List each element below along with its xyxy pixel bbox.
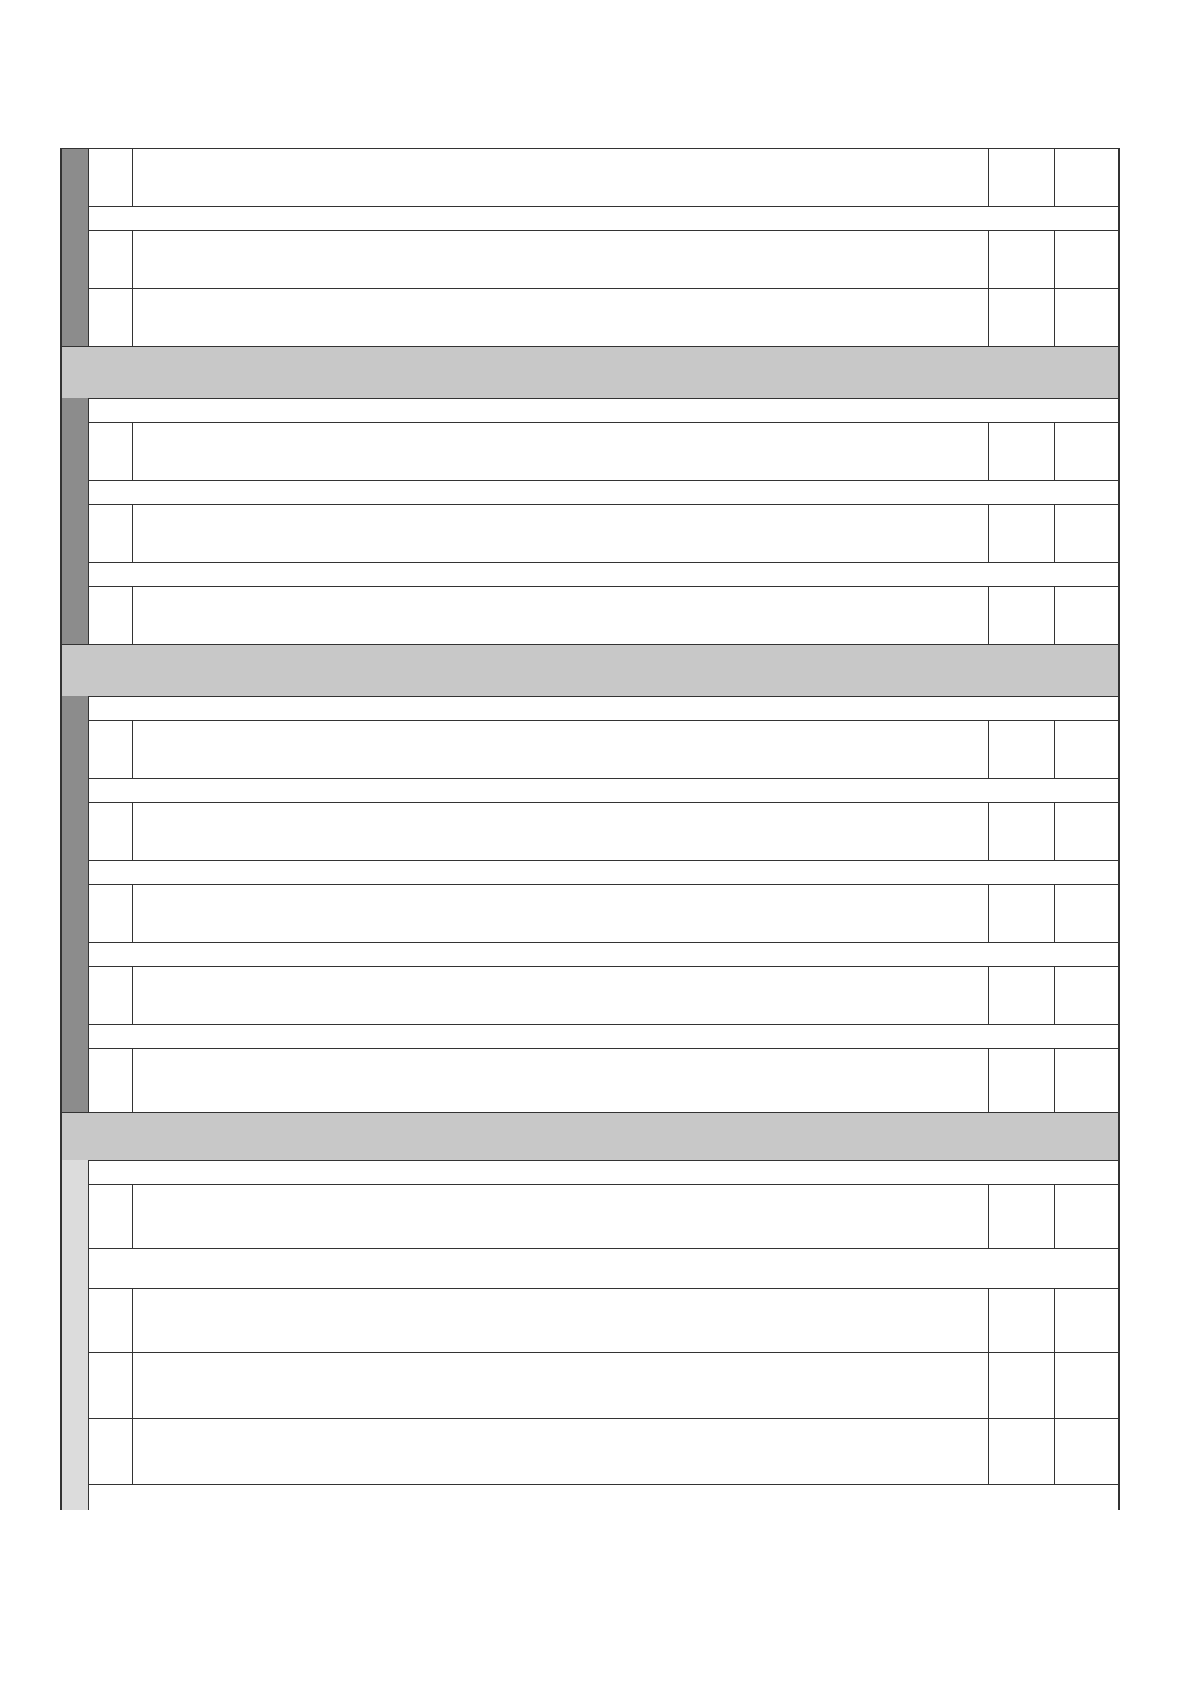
item-top-rule bbox=[88, 586, 1120, 587]
checkbox-column-rule bbox=[988, 1184, 989, 1248]
checkbox-column-rule bbox=[988, 422, 989, 480]
answer-checkbox-yes[interactable] bbox=[988, 586, 1054, 644]
checkbox-column-rule bbox=[1054, 720, 1055, 778]
number-column-rule bbox=[132, 148, 133, 206]
subsection-top-rule bbox=[88, 942, 1120, 943]
checkbox-column-rule bbox=[988, 1048, 989, 1112]
number-column-rule bbox=[132, 288, 133, 346]
item-top-rule bbox=[88, 504, 1120, 505]
item-top-rule bbox=[88, 422, 1120, 423]
subsection-top-rule bbox=[88, 206, 1120, 207]
strip-column-rule bbox=[88, 480, 89, 504]
checkbox-column-rule bbox=[1054, 802, 1055, 860]
item-top-rule bbox=[88, 1184, 1120, 1185]
category-strip bbox=[60, 148, 88, 206]
category-strip bbox=[60, 1248, 88, 1288]
number-column-rule bbox=[132, 586, 133, 644]
checkbox-column-rule bbox=[988, 966, 989, 1024]
checkbox-column-rule bbox=[1054, 966, 1055, 1024]
strip-column-rule bbox=[88, 586, 89, 644]
checkbox-column-rule bbox=[988, 1418, 989, 1484]
checkbox-column-rule bbox=[1054, 884, 1055, 942]
answer-checkbox-no[interactable] bbox=[1054, 1048, 1120, 1112]
category-strip bbox=[60, 1048, 88, 1112]
item-top-rule bbox=[88, 966, 1120, 967]
strip-column-rule bbox=[88, 1048, 89, 1112]
answer-checkbox-no[interactable] bbox=[1054, 1418, 1120, 1484]
strip-column-rule bbox=[88, 696, 89, 720]
checkbox-column-rule bbox=[1054, 1418, 1055, 1484]
item-top-rule bbox=[88, 230, 1120, 231]
subsection-top-rule bbox=[88, 480, 1120, 481]
subsection-top-rule bbox=[88, 1160, 1120, 1161]
section-band bbox=[60, 644, 1120, 696]
number-column-rule bbox=[132, 422, 133, 480]
strip-column-rule bbox=[88, 802, 89, 860]
category-strip bbox=[60, 1352, 88, 1418]
number-column-rule bbox=[132, 504, 133, 562]
category-strip bbox=[60, 1024, 88, 1048]
category-strip bbox=[60, 860, 88, 884]
strip-column-rule bbox=[88, 1160, 89, 1184]
checkbox-column-rule bbox=[1054, 1184, 1055, 1248]
strip-column-rule bbox=[88, 1184, 89, 1248]
answer-checkbox-yes[interactable] bbox=[988, 1352, 1054, 1418]
item-top-rule bbox=[88, 288, 1120, 289]
strip-column-rule bbox=[88, 398, 89, 422]
category-strip bbox=[60, 1288, 88, 1352]
checkbox-column-rule bbox=[1054, 1048, 1055, 1112]
section-top-rule bbox=[60, 346, 1120, 347]
answer-checkbox-no[interactable] bbox=[1054, 802, 1120, 860]
category-strip bbox=[60, 966, 88, 1024]
number-column-rule bbox=[132, 1288, 133, 1352]
category-strip bbox=[60, 696, 88, 720]
answer-checkbox-no[interactable] bbox=[1054, 1352, 1120, 1418]
number-column-rule bbox=[132, 802, 133, 860]
strip-column-rule bbox=[88, 504, 89, 562]
checkbox-column-rule bbox=[988, 884, 989, 942]
checkbox-column-rule bbox=[1054, 230, 1055, 288]
category-strip bbox=[60, 504, 88, 562]
checkbox-column-rule bbox=[988, 586, 989, 644]
number-column-rule bbox=[132, 966, 133, 1024]
number-column-rule bbox=[132, 720, 133, 778]
strip-column-rule bbox=[88, 422, 89, 480]
answer-checkbox-yes[interactable] bbox=[988, 422, 1054, 480]
answer-checkbox-yes[interactable] bbox=[988, 1048, 1054, 1112]
category-strip bbox=[60, 1160, 88, 1184]
subsection-top-rule bbox=[88, 562, 1120, 563]
answer-checkbox-no[interactable] bbox=[1054, 720, 1120, 778]
subsection-top-rule bbox=[88, 696, 1120, 697]
strip-column-rule bbox=[88, 562, 89, 586]
answer-checkbox-no[interactable] bbox=[1054, 288, 1120, 346]
subsection-top-rule bbox=[88, 398, 1120, 399]
answer-checkbox-yes[interactable] bbox=[988, 148, 1054, 206]
number-column-rule bbox=[132, 1352, 133, 1418]
strip-column-rule bbox=[88, 1248, 89, 1288]
subsection-top-rule bbox=[88, 1248, 1120, 1249]
category-strip bbox=[60, 1484, 88, 1510]
checkbox-column-rule bbox=[988, 1288, 989, 1352]
table-top-rule bbox=[60, 148, 1120, 149]
section-top-rule bbox=[60, 644, 1120, 645]
answer-checkbox-yes[interactable] bbox=[988, 1184, 1054, 1248]
number-column-rule bbox=[132, 1418, 133, 1484]
strip-column-rule bbox=[88, 884, 89, 942]
checkbox-column-rule bbox=[1054, 1352, 1055, 1418]
strip-column-rule bbox=[88, 1418, 89, 1484]
table-left-border bbox=[60, 148, 62, 1510]
answer-checkbox-yes[interactable] bbox=[988, 802, 1054, 860]
checkbox-column-rule bbox=[1054, 148, 1055, 206]
table-right-border bbox=[1118, 148, 1120, 1510]
checkbox-column-rule bbox=[988, 148, 989, 206]
category-strip bbox=[60, 942, 88, 966]
strip-column-rule bbox=[88, 206, 89, 230]
number-column-rule bbox=[132, 884, 133, 942]
category-strip bbox=[60, 206, 88, 230]
item-top-rule bbox=[88, 1418, 1120, 1419]
section-top-rule bbox=[60, 1112, 1120, 1113]
number-column-rule bbox=[132, 1048, 133, 1112]
strip-column-rule bbox=[88, 230, 89, 288]
category-strip bbox=[60, 230, 88, 288]
answer-checkbox-no[interactable] bbox=[1054, 504, 1120, 562]
strip-column-rule bbox=[88, 288, 89, 346]
item-top-rule bbox=[88, 1288, 1120, 1289]
answer-checkbox-yes[interactable] bbox=[988, 720, 1054, 778]
strip-column-rule bbox=[88, 1288, 89, 1352]
answer-checkbox-yes[interactable] bbox=[988, 504, 1054, 562]
subsection-top-rule bbox=[88, 1484, 1120, 1485]
strip-column-rule bbox=[88, 1484, 89, 1510]
category-strip bbox=[60, 884, 88, 942]
answer-checkbox-yes[interactable] bbox=[988, 1288, 1054, 1352]
category-strip bbox=[60, 422, 88, 480]
item-top-rule bbox=[88, 720, 1120, 721]
subsection-top-rule bbox=[88, 1024, 1120, 1025]
item-top-rule bbox=[88, 884, 1120, 885]
strip-column-rule bbox=[88, 942, 89, 966]
answer-checkbox-no[interactable] bbox=[1054, 148, 1120, 206]
section-band bbox=[60, 346, 1120, 398]
category-strip bbox=[60, 562, 88, 586]
checkbox-column-rule bbox=[988, 504, 989, 562]
answer-checkbox-yes[interactable] bbox=[988, 230, 1054, 288]
strip-column-rule bbox=[88, 1024, 89, 1048]
item-top-rule bbox=[88, 802, 1120, 803]
subsection-top-rule bbox=[88, 778, 1120, 779]
category-strip bbox=[60, 398, 88, 422]
answer-checkbox-no[interactable] bbox=[1054, 966, 1120, 1024]
answer-checkbox-no[interactable] bbox=[1054, 586, 1120, 644]
strip-column-rule bbox=[88, 148, 89, 206]
category-strip bbox=[60, 586, 88, 644]
checkbox-column-rule bbox=[988, 1352, 989, 1418]
answer-checkbox-yes[interactable] bbox=[988, 884, 1054, 942]
strip-column-rule bbox=[88, 1352, 89, 1418]
checkbox-column-rule bbox=[988, 802, 989, 860]
answer-checkbox-no[interactable] bbox=[1054, 1288, 1120, 1352]
strip-column-rule bbox=[88, 720, 89, 778]
answer-checkbox-no[interactable] bbox=[1054, 422, 1120, 480]
checkbox-column-rule bbox=[1054, 586, 1055, 644]
category-strip bbox=[60, 1184, 88, 1248]
section-band bbox=[60, 1112, 1120, 1160]
subsection-top-rule bbox=[88, 860, 1120, 861]
checkbox-column-rule bbox=[1054, 422, 1055, 480]
category-strip bbox=[60, 802, 88, 860]
checkbox-column-rule bbox=[1054, 504, 1055, 562]
item-top-rule bbox=[88, 1352, 1120, 1353]
checkbox-column-rule bbox=[988, 230, 989, 288]
category-strip bbox=[60, 778, 88, 802]
category-strip bbox=[60, 288, 88, 346]
answer-checkbox-yes[interactable] bbox=[988, 966, 1054, 1024]
answer-checkbox-yes[interactable] bbox=[988, 1418, 1054, 1484]
checkbox-column-rule bbox=[1054, 1288, 1055, 1352]
strip-column-rule bbox=[88, 778, 89, 802]
number-column-rule bbox=[132, 230, 133, 288]
number-column-rule bbox=[132, 1184, 133, 1248]
category-strip bbox=[60, 720, 88, 778]
answer-checkbox-no[interactable] bbox=[1054, 230, 1120, 288]
category-strip bbox=[60, 480, 88, 504]
answer-checkbox-yes[interactable] bbox=[988, 288, 1054, 346]
checkbox-column-rule bbox=[988, 288, 989, 346]
checkbox-column-rule bbox=[1054, 288, 1055, 346]
checkbox-column-rule bbox=[988, 720, 989, 778]
answer-checkbox-no[interactable] bbox=[1054, 1184, 1120, 1248]
strip-column-rule bbox=[88, 860, 89, 884]
strip-column-rule bbox=[88, 966, 89, 1024]
item-top-rule bbox=[88, 1048, 1120, 1049]
category-strip bbox=[60, 1418, 88, 1484]
answer-checkbox-no[interactable] bbox=[1054, 884, 1120, 942]
